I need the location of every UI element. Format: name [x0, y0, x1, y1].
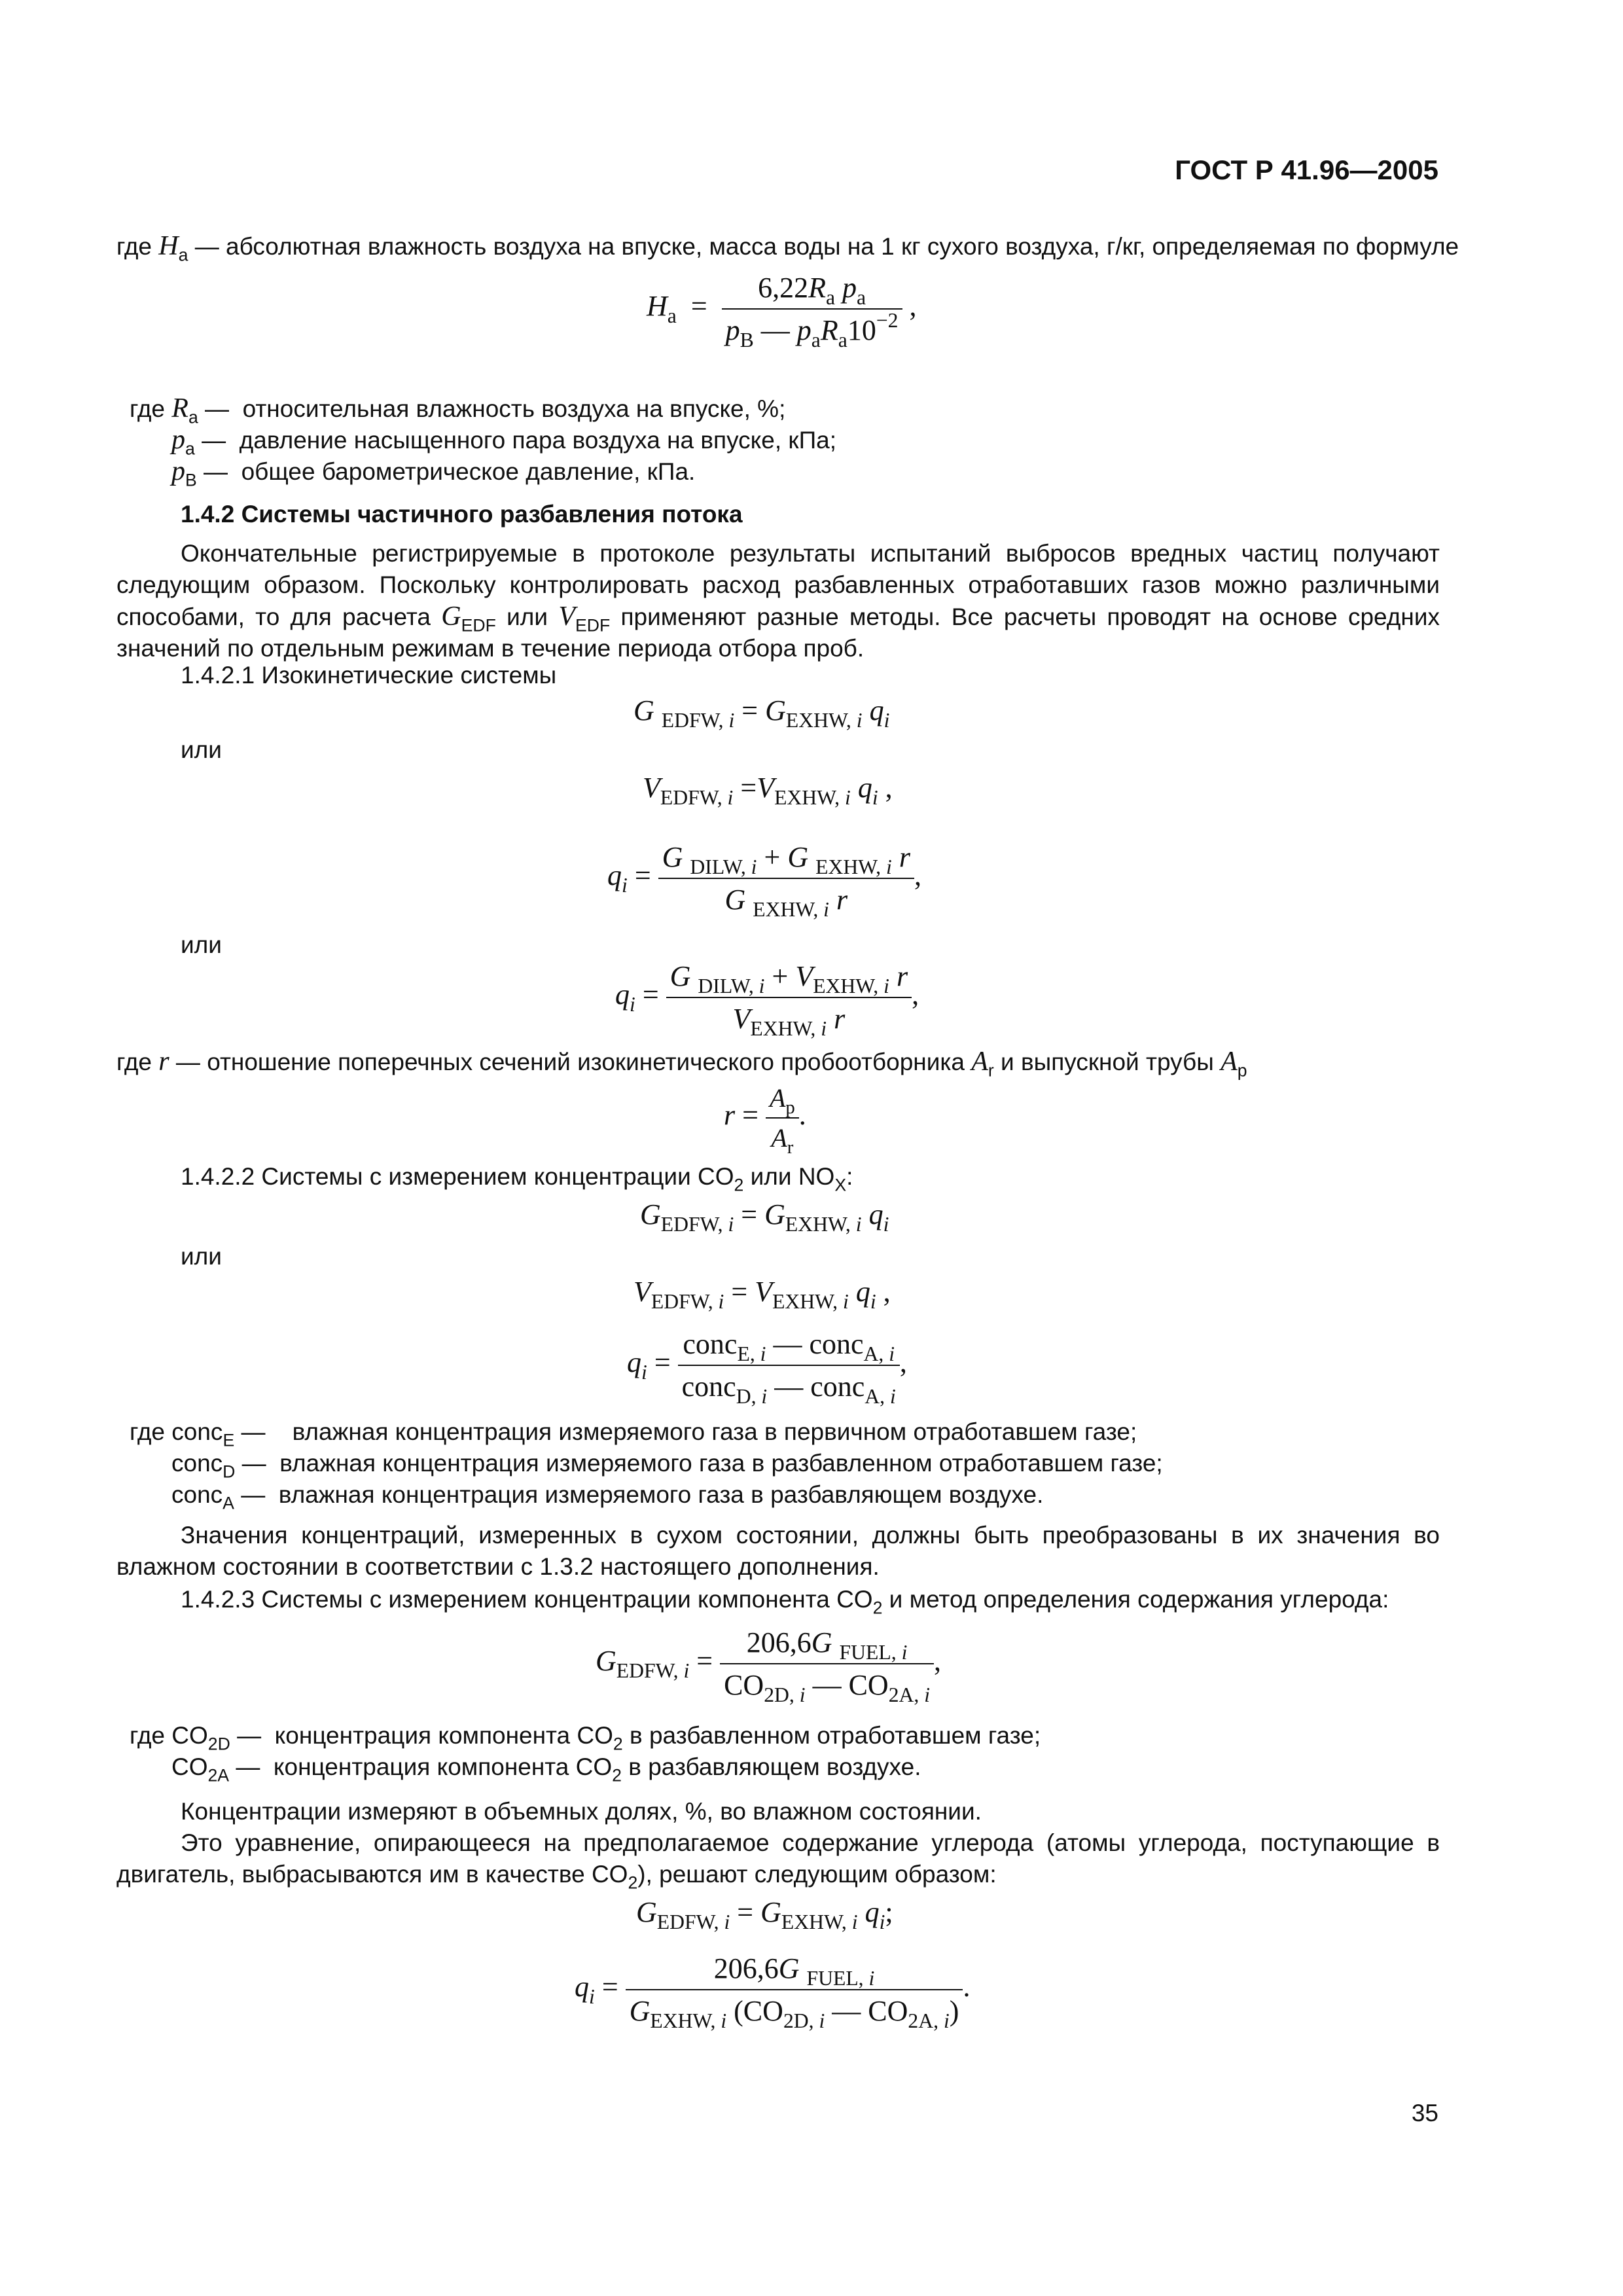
- or-label-3: или: [181, 1243, 222, 1270]
- paragraph-results: Окончательные регистрируемые в протоколе результаты испытаний выбросов вредных частиц получают следующим образом. Поскольку контролировать расход разбавленных отработавших газов можно различными способами, то для расчета $G_{EDF}$ или $V_{EDF}$ применяют разные методы. Все расчеты проводят на основе средних значений по отдельным режимам в течение периода отбора проб.: [116, 540, 1440, 662]
- definition-ra: где $R_a$ — относительная влажность воздуха на впуске, %;: [130, 393, 786, 427]
- definition-co2a: $CO_{2A}$ — концентрация компонента $CO_2$ в разбавляющем воздухе.: [171, 1753, 921, 1785]
- formula-gedfw-iso: G $_{EDFW, i} = G_{EXHW, i}$ $q_i$: [633, 694, 890, 732]
- or-label-1: или: [181, 736, 222, 763]
- humidity-definition: где $H_a$ — абсолютная влажность воздуха на впуске, масса воды на 1 кг сухого воздуха, г/кг, определяемая по формуле: [116, 231, 1459, 265]
- section-heading-1-4-2-2: 1.4.2.2 Системы с измерением концентрации $CO_2$ или $NO_X$:: [181, 1163, 853, 1195]
- document-code: ГОСТ Р 41.96—2005: [1175, 154, 1438, 185]
- definition-pb: $p_B$ — общее барометрическое давление, кПа.: [171, 456, 696, 490]
- formula-qi-v: $q_i$ = $\frac{G _{DILW, i} + V_{EXHW, i} r}{V_{EXHW, i} r}$ ,: [615, 960, 919, 1041]
- or-label-2: или: [181, 931, 222, 958]
- definition-co2d: где $CO_{2D}$ — концентрация компонента $CO_2$ в разбавленном отработавшем газе;: [130, 1722, 1041, 1754]
- formula-qi-carbon: $q_i$ = $\frac{206,6G _{FUEL, i}}{G_{EXHW, i} (CO_{2D, i} — CO_{2A, i})}$ .: [575, 1952, 971, 2033]
- paragraph-dry-to-wet: Значения концентраций, измеренных в сухом состоянии, должны быть преобразованы в их значения во влажном состоянии в соответствии с 1.3.2 настоящего дополнения.: [116, 1522, 1440, 1580]
- formula-r: r = $\frac{A_p}{A_r}$ .: [724, 1083, 806, 1158]
- paragraph-volume-fraction: Концентрации измеряют в объемных долях, %, во влажном состоянии.: [181, 1798, 982, 1825]
- definition-conc-d: conc$_D$ — влажная концентрация измеряемого газа в разбавленном отработавшем газе;: [171, 1450, 1163, 1482]
- formula-gedfw-carbon: $G_{EDFW, i}$ = $\frac{206,6G _{FUEL, i}}{CO_{2D, i} — CO_{2A, i}}$ ,: [596, 1626, 942, 1707]
- definition-conc-a: conc$_A$ — влажная концентрация измеряемого газа в разбавляющем воздухе.: [171, 1481, 1044, 1513]
- formula-vedfw-iso: $V_{EDFW, i} =V_{EXHW, i}$ $q_i$ ,: [643, 772, 893, 810]
- formula-gedfw-final: $G_{EDFW, i} = G_{EXHW, i}$ $q_i$;: [636, 1896, 893, 1934]
- formula-qi-g: $q_i$ = $\frac{G _{DILW, i} + G _{EXHW, i} r}{G _{EXHW, i} r}$ ,: [607, 841, 921, 922]
- definition-conc-e: где conc$_E$ — влажная концентрация измеряемого газа в первичном отработавшем газе;: [130, 1418, 1137, 1450]
- section-heading-1-4-2-1: 1.4.2.1 Изокинетические системы: [181, 662, 557, 689]
- section-heading-1-4-2: 1.4.2 Системы частичного разбавления потока: [181, 501, 743, 528]
- formula-gedfw-co2: $G_{EDFW, i} = G_{EXHW, i}$ $q_i$: [640, 1198, 889, 1236]
- formula-qi-conc: $q_i$ = $\frac{conc_{E, i} — conc_{A, i}}{conc_{D, i} — conc_{A, i}}$ ,: [627, 1328, 907, 1408]
- formula-ha: $H_a$ = $\frac{6,22R_a p_a}{p_B — p_aR_a10^{-2}}$ ,: [647, 272, 917, 352]
- formula-vedfw-co2: $V_{EDFW, i} = V_{EXHW, i}$ $q_i$ ,: [633, 1276, 891, 1314]
- paragraph-carbon-balance: Это уравнение, опирающееся на предполагаемое содержание углерода (атомы углерода, поступающие в двигатель, выбрасываются им в качестве $CO_2$), решают следующим образом:: [116, 1829, 1440, 1893]
- section-heading-1-4-2-3: 1.4.2.3 Системы с измерением концентрации компонента $CO_2$ и метод определения содержания углерода:: [181, 1586, 1389, 1618]
- definition-pa: $p_a$ — давление насыщенного пара воздуха на впуске, кПа;: [171, 425, 837, 459]
- page-number: 35: [1411, 2100, 1438, 2126]
- r-definition: где r — отношение поперечных сечений изокинетического пробоотборника $A_r$ и выпускной трубы $A_p$: [116, 1047, 1247, 1081]
